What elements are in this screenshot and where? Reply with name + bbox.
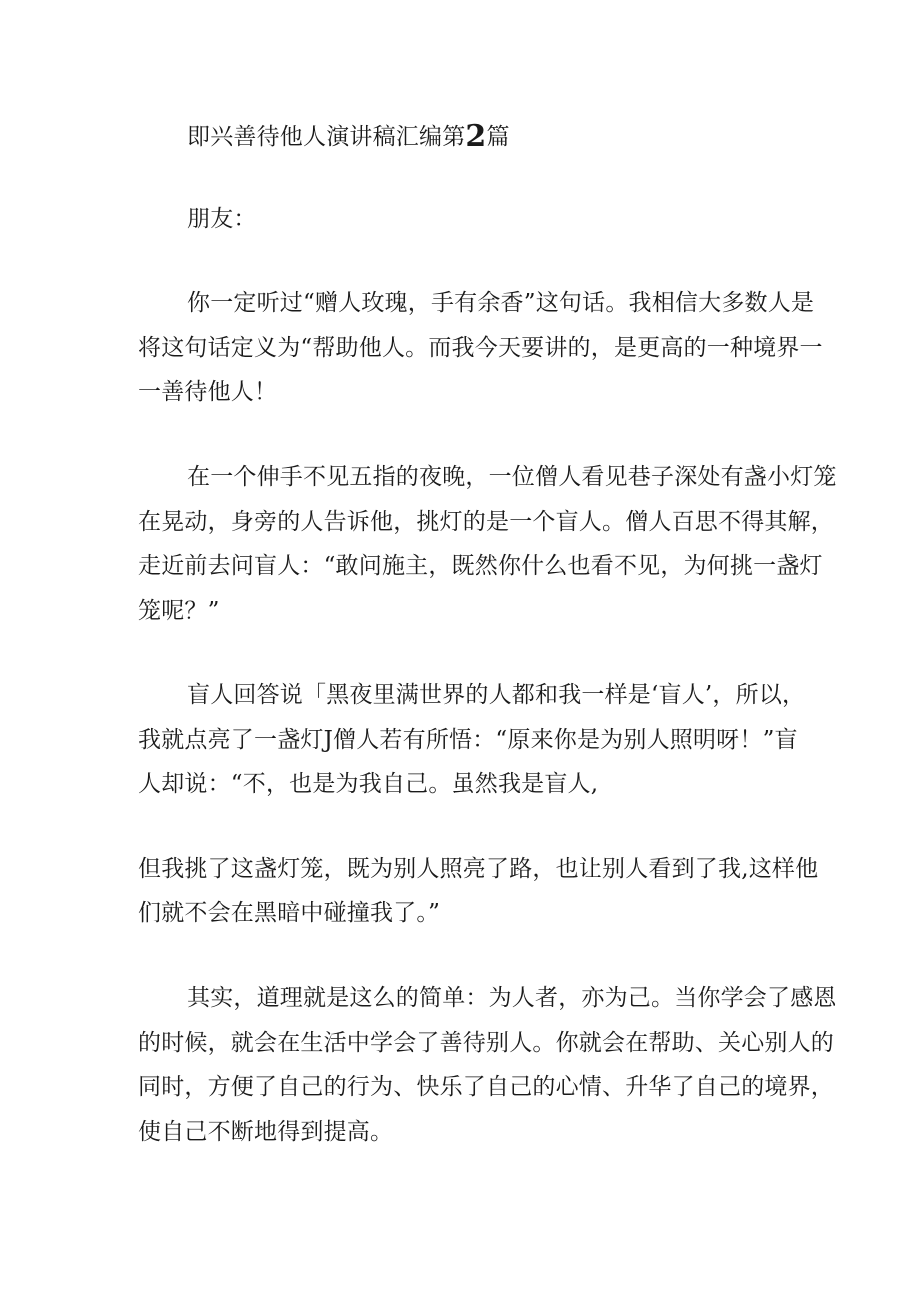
paragraph-line: 同时，方便了自己的行为、快乐了自己的心情、升华了自己的境界， xyxy=(138,1074,834,1100)
paragraph-line: 将这句话定义为“帮助他人。而我今天要讲的，是更高的一种境界一 xyxy=(138,335,823,361)
paragraph-line: 我就点亮了一盏灯J僧人若有所悟：“原来你是为别人照明呀！”盲 xyxy=(138,727,798,753)
paragraph-line: 在晃动，身旁的人告诉他，挑灯的是一个盲人。僧人百思不得其解， xyxy=(138,509,834,535)
title-prefix: 即兴善待他人演讲稿汇编第 xyxy=(187,124,466,150)
paragraph-line: 一善待他人！ xyxy=(138,379,278,405)
title-suffix: 篇 xyxy=(486,124,510,150)
paragraph-line: 笼呢？” xyxy=(138,598,220,624)
paragraph-line: 在一个伸手不见五指的夜晚，一位僧人看见巷子深处有盏小灯笼 xyxy=(187,464,837,490)
paragraph-line: 使自己不断地得到提高。 xyxy=(138,1119,394,1145)
document-title xyxy=(187,119,510,154)
paragraph-line: 们就不会在黑暗中碰撞我了。” xyxy=(138,900,441,926)
paragraph-line: 但我挑了这盏灯笼，既为别人照亮了路，也让别人看到了我,这样他 xyxy=(138,856,819,882)
paragraph-line: 走近前去问盲人：“敢问施主，既然你什么也看不见，为何挑一盏灯 xyxy=(138,553,823,579)
paragraph-line: 其实，道理就是这么的简单：为人者，亦为己。当你学会了感恩 xyxy=(187,985,837,1011)
title-number: 2 xyxy=(465,119,487,154)
greeting: 朋友： xyxy=(187,206,257,232)
paragraph-line: 你一定听过“赠人玫瑰，手有余香”这句话。我相信大多数人是 xyxy=(187,290,815,316)
paragraph-line: 盲人回答说「黑夜里满世界的人都和我一样是‘盲人’，所以， xyxy=(187,682,806,708)
paragraph-line: 的时候，就会在生活中学会了善待别人。你就会在帮助、关心别人的 xyxy=(138,1030,834,1056)
paragraph-line: 人却说：“不，也是为我自己。虽然我是盲人, xyxy=(138,771,599,797)
